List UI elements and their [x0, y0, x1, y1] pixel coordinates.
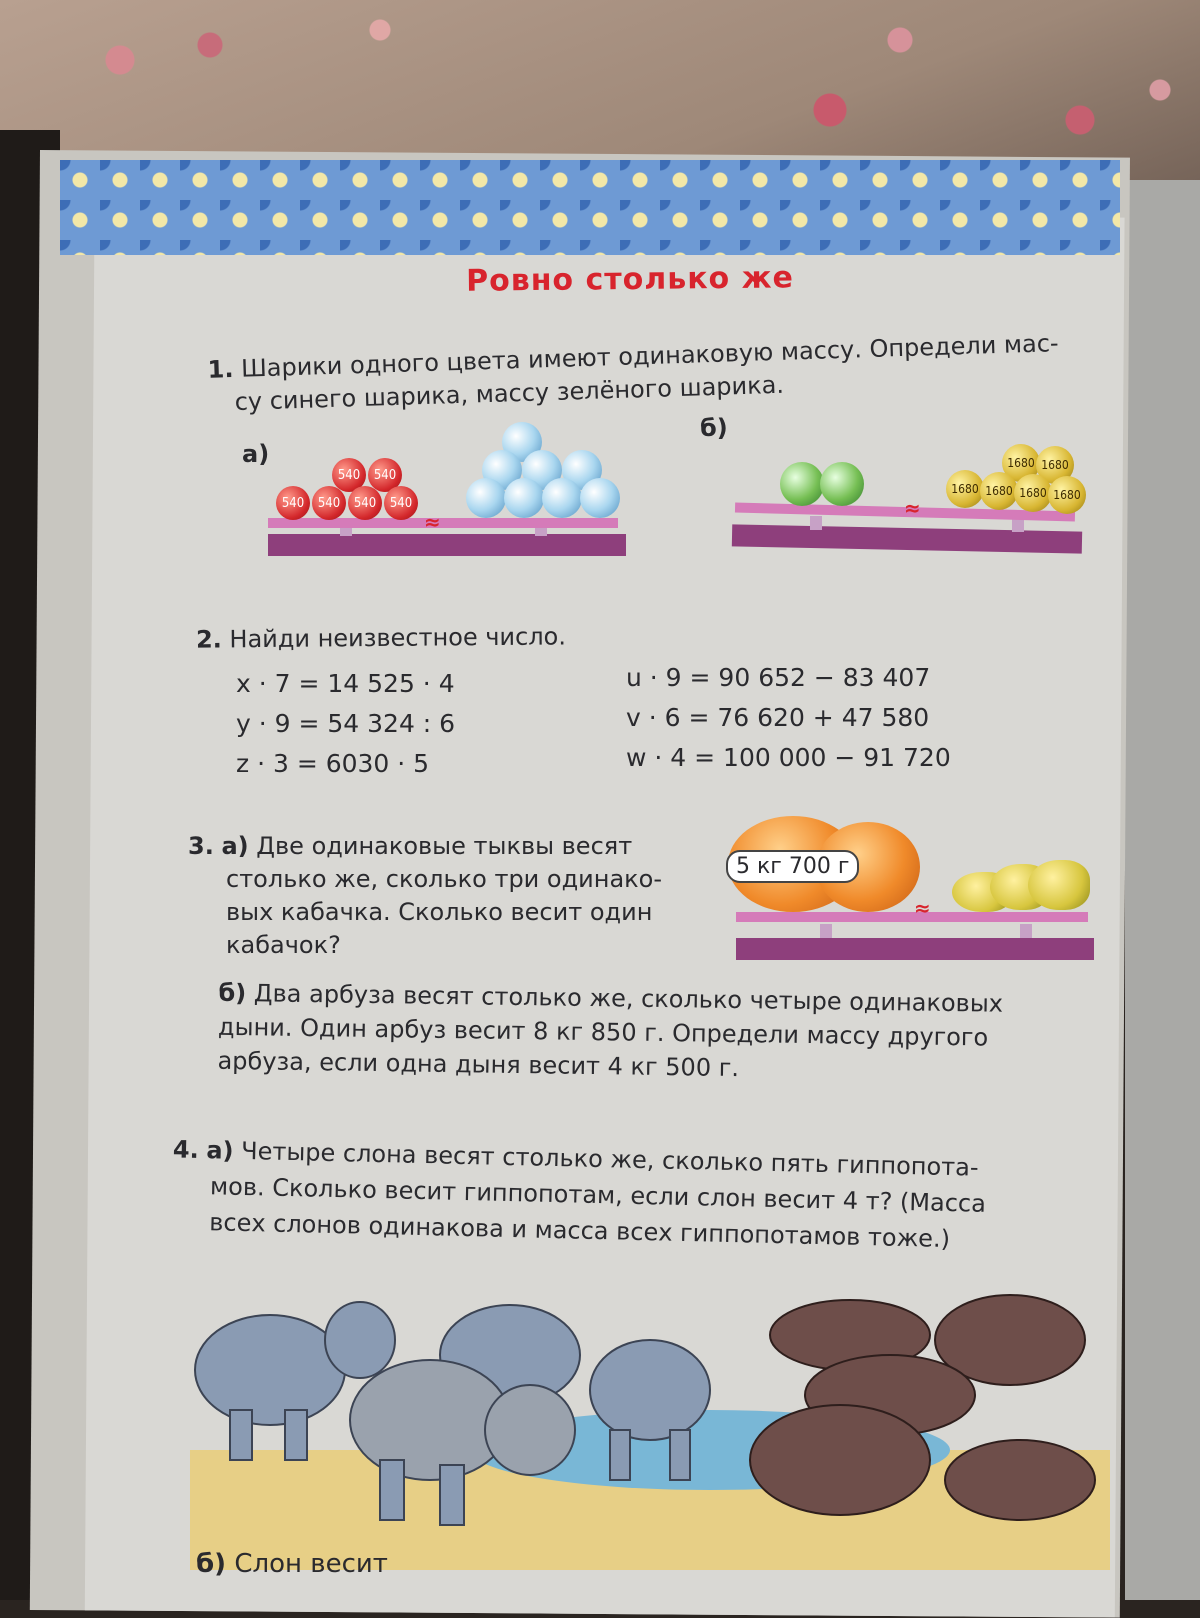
facing-page-edge: [1125, 180, 1200, 1600]
task3b-line: арбуза, если одна дыня весит 4 кг 500 г.: [217, 1046, 740, 1083]
green-balls-group: [780, 462, 880, 508]
task4b-label: б): [196, 1549, 227, 1579]
green-ball: [780, 462, 824, 506]
pumpkin-weight-label: 5 кг 700 г: [726, 850, 859, 883]
green-ball: [820, 462, 864, 506]
red-ball: 540: [368, 458, 402, 492]
task4a-text: [171, 1131, 1113, 1260]
elephant: [195, 1315, 345, 1425]
elephants-hippos-illustration: [190, 1280, 1110, 1570]
task2-right-equations: [626, 658, 951, 778]
task2-left-equations: [236, 664, 455, 784]
task3b-text: [217, 976, 1108, 1090]
balance-symbol-b: ≈: [904, 496, 921, 520]
balance-symbol-c: ≈: [914, 896, 931, 920]
yellow-ball: 1680: [1002, 444, 1040, 482]
red-ball: 540: [312, 486, 346, 520]
hippo: [750, 1405, 930, 1515]
task4b-text: [196, 1548, 388, 1581]
scale-c-post-left: [820, 924, 832, 938]
equation: z · 3 = 6030 · 5: [236, 749, 430, 778]
blue-ball: [542, 478, 582, 518]
equation: x · 7 = 14 525 · 4: [236, 669, 455, 698]
scale-b-post-left: [810, 516, 822, 530]
task1-part-a-label: а): [242, 440, 270, 468]
red-ball: 540: [384, 486, 418, 520]
decorative-tile-band: [60, 160, 1120, 255]
red-ball: 540: [332, 458, 366, 492]
scale-c-post-right: [1020, 924, 1032, 938]
task3a-label: а): [221, 832, 249, 860]
task3b-line: Два арбуза весят столько же, сколько четыре одинаковых: [253, 979, 1004, 1018]
task4b-line: Слон весит: [234, 1549, 388, 1579]
yellow-ball: 1680: [946, 470, 984, 508]
task1-line1: Шарики одного цвета имеют одинаковую массу. Определи мас-: [240, 329, 1059, 383]
blue-balls-group: [466, 420, 626, 520]
task3a-line: столько же, сколько три одинако-: [226, 865, 663, 893]
task4a-line: мов. Сколько весит гиппопотам, если слон весит 4 т? (Масса: [209, 1172, 987, 1218]
equation: v · 6 = 76 620 + 47 580: [626, 703, 930, 732]
elephant: [590, 1340, 710, 1440]
blue-ball: [504, 478, 544, 518]
blue-ball: [466, 478, 506, 518]
scale-a-base: [268, 534, 626, 556]
task3-number: 3.: [188, 832, 214, 860]
red-ball: 540: [276, 486, 310, 520]
red-balls-group: [276, 458, 426, 520]
task4a-line: всех слонов одинакова и масса всех гиппопотамов тоже.): [208, 1208, 951, 1253]
task1-part-b-label: б): [700, 414, 728, 442]
task4-number: 4.: [172, 1135, 200, 1164]
yellow-ball: 1680: [1048, 476, 1086, 514]
task3a-text: [188, 830, 708, 962]
task3a-line: Две одинаковые тыквы весят: [256, 832, 633, 860]
task3a-line: вых кабачка. Сколько весит один: [226, 898, 653, 926]
task4a-line: Четыре слона весят столько же, сколько пять гиппопота-: [240, 1136, 979, 1182]
equation: u · 9 = 90 652 − 83 407: [626, 663, 931, 692]
hippo: [945, 1440, 1095, 1520]
yellow-balls-group: [946, 444, 1086, 514]
task3a-line: кабачок?: [226, 931, 341, 959]
task4a-label: а): [206, 1136, 234, 1165]
equation: w · 4 = 100 000 − 91 720: [626, 743, 951, 772]
yellow-ball: 1680: [980, 472, 1018, 510]
yellow-ball: 1680: [1036, 446, 1074, 484]
page-title: Ровно столько же: [465, 260, 795, 299]
task2-number: 2.: [195, 625, 222, 654]
task3b-line: дыни. Один арбуз весит 8 кг 850 г. Определи массу другого: [217, 1012, 989, 1052]
equation: y · 9 = 54 324 : 6: [236, 709, 456, 738]
red-ball: 540: [348, 486, 382, 520]
task2-heading: [196, 620, 566, 656]
task1-number: 1.: [207, 355, 234, 384]
scale-c-pan: [736, 912, 1088, 922]
task3b-label: б): [218, 978, 247, 1008]
zucchini: [1028, 860, 1090, 910]
task1-line2: су синего шарика, массу зелёного шарика.: [234, 370, 785, 416]
task2-text: Найди неизвестное число.: [229, 622, 567, 654]
balance-symbol-a: ≈: [424, 510, 441, 534]
scale-c-base: [736, 938, 1094, 960]
blue-ball: [580, 478, 620, 518]
yellow-ball: 1680: [1014, 474, 1052, 512]
